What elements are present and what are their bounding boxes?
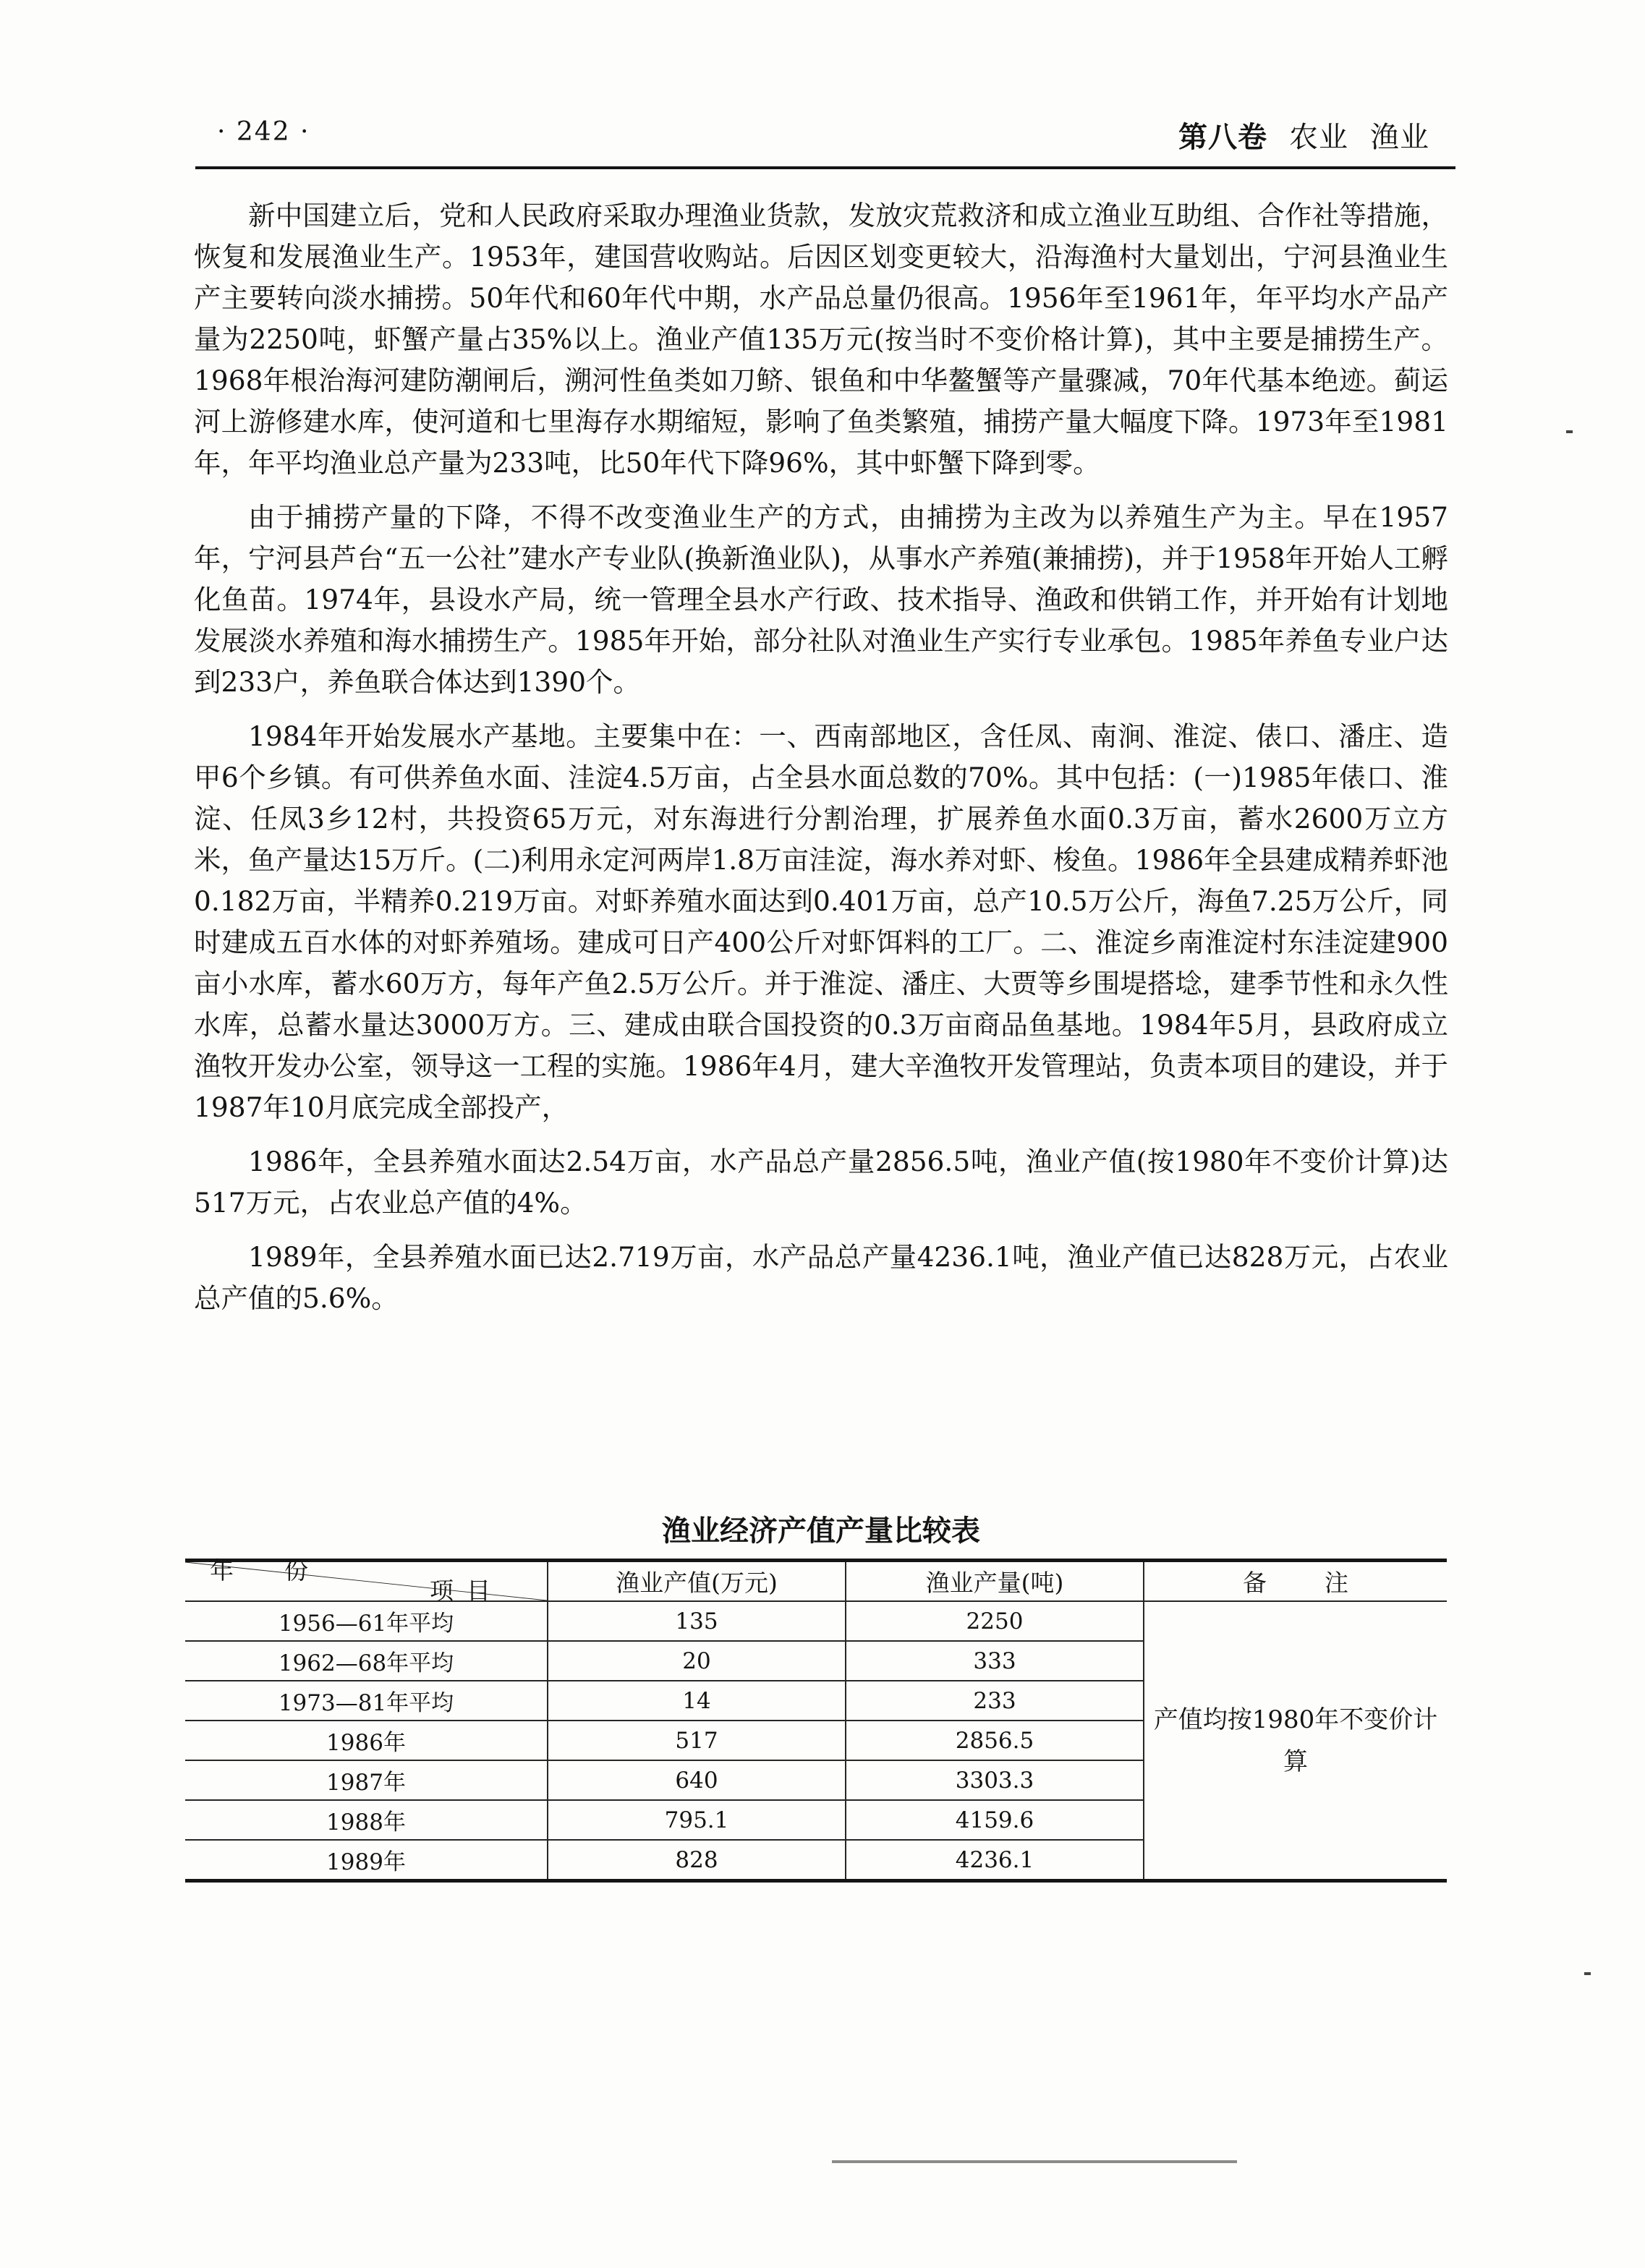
section-label-fishery: 渔业 [1370, 121, 1429, 154]
section-label-agriculture: 农业 [1289, 121, 1348, 154]
volume-label: 第八卷 [1178, 121, 1267, 154]
value-cell: 517 [548, 1721, 846, 1760]
header-item-label: 项目 [430, 1577, 503, 1605]
value-cell: 828 [548, 1840, 846, 1881]
output-cell: 4159.6 [846, 1800, 1144, 1840]
diagonal-header-cell [185, 1556, 548, 1605]
scan-artifact-line [832, 2160, 1237, 2163]
paragraph: 1984年开始发展水产基地。主要集中在：一、西南部地区，含任凤、南涧、淮淀、俵口、潘庄、造甲6个乡镇。有可供养鱼水面、洼淀4.5万亩，占全县水面总数的70%。其中包括：(一)1985年俵口、淮淀、任凤3乡12村，共投资65万元，对东海进行分割治理，扩展养鱼水面0.3万亩，蓄水2600万立方米，鱼产量达15万斤。(二)利用永定河两岸1.8万亩洼淀，海水养对虾、梭鱼。1986年全县建成精养虾池0.182万亩，半精养0.219万亩。对虾养殖水面达到0.401万亩，总产10.5万公斤，海鱼7.25万公斤，同时建成五百水体的对虾养殖场。建成可日产400公斤对虾饵料的工厂。二、淮淀乡南淮淀村东洼淀建900亩小水库，蓄水60万方，每年产鱼2.5万公斤。并于淮淀、潘庄、大贾等乡围堤搭埝，建季节性和永久性水库，总蓄水量达3000万方。三、建成由联合国投资的0.3万亩商品鱼基地。1984年5月，县政府成立渔牧开发办公室，领导这一工程的实施。1986年4月，建大辛渔牧开发管理站，负责本项目的建设，并于1987年10月底完成全部投产， [194, 720, 1448, 1123]
output-cell: 233 [846, 1681, 1144, 1721]
header-rule [195, 166, 1455, 169]
output-cell: 3303.3 [846, 1760, 1144, 1800]
value-cell: 14 [548, 1681, 846, 1721]
scan-artifact-mark [1584, 1972, 1591, 1975]
year-cell: 1973—81年平均 [185, 1681, 548, 1721]
output-cell: 2856.5 [846, 1721, 1144, 1760]
year-cell: 1962—68年平均 [185, 1641, 548, 1681]
table-title: 渔业经济产值产量比较表 [662, 1514, 980, 1548]
output-cell: 4236.1 [846, 1840, 1144, 1881]
value-cell: 20 [548, 1641, 846, 1681]
page-number: · 242 · [217, 117, 310, 147]
year-cell: 1988年 [185, 1800, 548, 1840]
header-output-value: 渔业产值(万元) [548, 1561, 846, 1602]
scan-artifact-mark [1566, 430, 1573, 433]
header-remark: 备注 [1144, 1561, 1447, 1602]
body-text [194, 195, 1448, 1332]
paragraph: 1986年，全县养殖水面达2.54万亩，水产品总产量2856.5吨，渔业产值(按1980年不变价计算)达517万元，占农业总产值的4%。 [194, 1146, 1448, 1219]
year-cell: 1989年 [185, 1840, 548, 1881]
value-cell: 135 [548, 1601, 846, 1641]
year-cell: 1956—61年平均 [185, 1601, 548, 1641]
output-cell: 2250 [846, 1601, 1144, 1641]
value-cell: 795.1 [548, 1800, 846, 1840]
note-cell: 产值均按1980年不变价计算 [1144, 1601, 1447, 1881]
paragraph: 1989年，全县养殖水面已达2.719万亩，水产品总产量4236.1吨，渔业产值已达828万元，占农业总产值的5.6%。 [194, 1241, 1448, 1314]
year-cell: 1986年 [185, 1721, 548, 1760]
header-output-quantity: 渔业产量(吨) [846, 1561, 1144, 1602]
paragraph: 由于捕捞产量的下降，不得不改变渔业生产的方式，由捕捞为主改为以养殖生产为主。早在1957年，宁河县芦台“五一公社”建水产专业队(换新渔业队)，从事水产养殖(兼捕捞)，并于1958年开始人工孵化鱼苗。1974年，县设水产局，统一管理全县水产行政、技术指导、渔政和供销工作，并开始有计划地发展淡水养殖和海水捕捞生产。1985年开始，部分社队对渔业生产实行专业承包。1985年养鱼专业户达到233户，养鱼联合体达到1390个。 [194, 501, 1448, 698]
table-row [185, 1601, 1447, 1641]
value-cell: 640 [548, 1760, 846, 1800]
comparison-table [185, 1556, 1447, 1883]
table-header-row [185, 1561, 1447, 1602]
running-head [1178, 114, 1429, 155]
output-cell: 333 [846, 1641, 1144, 1681]
paragraph: 新中国建立后，党和人民政府采取办理渔业货款，发放灾荒救济和成立渔业互助组、合作社等措施，恢复和发展渔业生产。1953年，建国营收购站。后因区划变更较大，沿海渔村大量划出，宁河县渔业生产主要转向淡水捕捞。50年代和60年代中期，水产品总量仍很高。1956年至1961年，年平均水产品产量为2250吨，虾蟹产量占35%以上。渔业产值135万元(按当时不变价格计算)，其中主要是捕捞生产。1968年根治海河建防潮闸后，溯河性鱼类如刀鲚、银鱼和中华鳌蟹等产量骤减，70年代基本绝迹。蓟运河上游修建水库，使河道和七里海存水期缩短，影响了鱼类繁殖，捕捞产量大幅度下降。1973年至1981年，年平均渔业总产量为233吨，比50年代下降96%，其中虾蟹下降到零。 [194, 200, 1448, 479]
year-cell: 1987年 [185, 1760, 548, 1800]
header-year-label: 年份 [210, 1556, 359, 1585]
